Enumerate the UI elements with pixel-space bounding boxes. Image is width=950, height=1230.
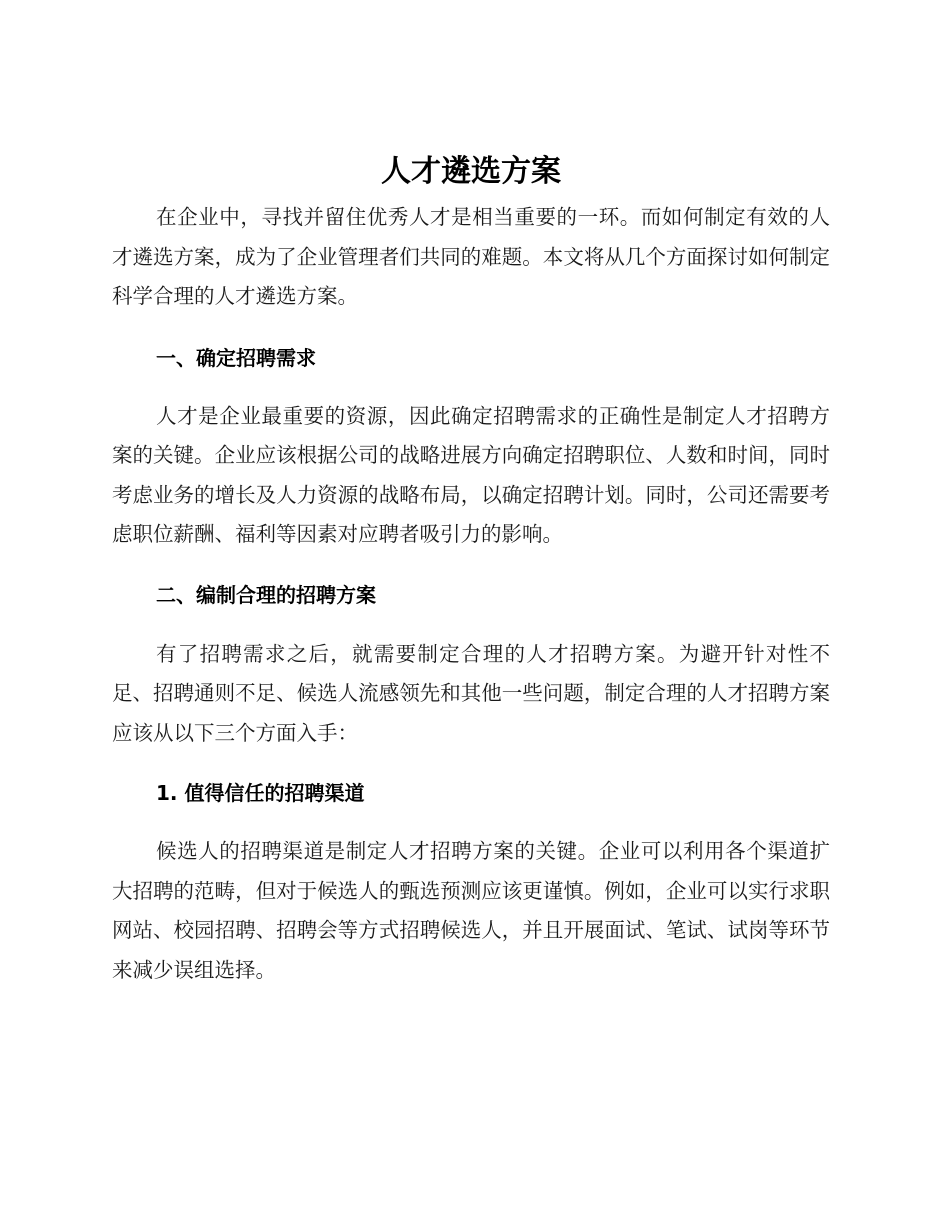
section-body-recruitment-needs: 人才是企业最重要的资源，因此确定招聘需求的正确性是制定人才招聘方案的关键。企业应该根据公司的战略进展方向确定招聘职位、人数和时间，同时考虑业务的增长及人力资源的战略布局，以确定招聘计划。同时，公司还需要考虑职位薪酬、福利等因素对应聘者吸引力的影响。 xyxy=(112,403,830,546)
section-heading-trusted-channels: 1. 值得信任的招聘渠道 xyxy=(156,781,365,805)
section-heading-recruitment-needs: 一、确定招聘需求 xyxy=(156,345,316,370)
section-heading-recruitment-plan: 二、编制合理的招聘方案 xyxy=(156,582,376,607)
section-body-recruitment-plan: 有了招聘需求之后，就需要制定合理的人才招聘方案。为避开针对性不足、招聘通则不足、候选人流感领先和其他一些问题，制定合理的人才招聘方案应该从以下三个方面入手： xyxy=(112,641,830,745)
section-body-trusted-channels: 候选人的招聘渠道是制定人才招聘方案的关键。企业可以利用各个渠道扩大招聘的范畴，但对于候选人的甄选预测应该更谨慎。例如，企业可以实行求职网站、校园招聘、招聘会等方式招聘候选人，并且开展面试、笔试、试岗等环节来减少误组选择。 xyxy=(112,839,830,982)
document-title: 人才遴选方案 xyxy=(381,154,561,189)
document-page xyxy=(112,150,830,990)
intro-paragraph: 在企业中，寻找并留住优秀人才是相当重要的一环。而如何制定有效的人才遴选方案，成为了企业管理者们共同的难题。本文将从几个方面探讨如何制定科学合理的人才遴选方案。 xyxy=(112,205,830,308)
